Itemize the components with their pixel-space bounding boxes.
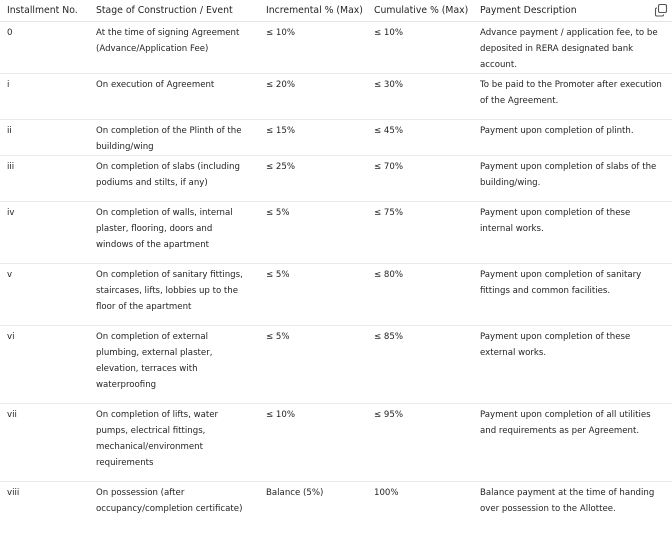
cell-payment-description: Payment upon completion of these internal works. (473, 202, 672, 264)
table-row (0, 326, 672, 404)
cell-stage: On possession (after occupancy/completion certificate) (96, 488, 243, 514)
header-cumulative: Cumulative % (Max) (367, 0, 473, 22)
cell-stage: On execution of Agreement (89, 74, 259, 120)
header-payment-description-label: Payment Description (480, 5, 577, 16)
cell-installment-no: v (0, 264, 89, 326)
table-row (0, 404, 672, 482)
header-payment-description (473, 0, 672, 22)
header-incremental: Incremental % (Max) (259, 0, 367, 22)
cell-stage: On completion of the Plinth of the building/wing (89, 120, 259, 156)
cell-stage: On completion of sanitary fittings, staircases, lifts, lobbies up to the floor of the apartment (89, 264, 259, 326)
copy-icon[interactable] (654, 3, 668, 17)
cell-stage: On completion of external plumbing, external plaster, elevation, terraces with waterproofing (89, 326, 259, 404)
cell-incremental: ≤ 25% (259, 156, 367, 202)
cell-payment-description: Payment upon completion of all utilities and requirements as per Agreement. (473, 404, 672, 482)
cell-cumulative: ≤ 95% (367, 404, 473, 482)
cell-cumulative: ≤ 70% (367, 156, 473, 202)
table-row (0, 22, 672, 74)
cell-cumulative: ≤ 75% (367, 202, 473, 264)
cell-installment-no: vii (0, 404, 89, 482)
cell-installment-no: iv (0, 202, 89, 264)
cell-payment-description: To be paid to the Promoter after execution of the Agreement. (473, 74, 672, 120)
table-row (0, 156, 672, 202)
cell-installment-no: 0 (0, 22, 89, 74)
cell-installment-no: i (0, 74, 89, 120)
cell-installment-no: vi (0, 326, 89, 404)
cell-stage: On completion of walls, internal plaster, flooring, doors and windows of the apartment (89, 202, 259, 264)
cell-incremental: ≤ 5% (259, 264, 367, 326)
cell-incremental: ≤ 15% (259, 120, 367, 156)
cell-payment-description: Balance payment at the time of handing over possession to the Allottee. (480, 488, 655, 514)
table-row (0, 202, 672, 264)
cell-stage: On completion of slabs (including podiums and stilts, if any) (89, 156, 259, 202)
cell-payment-description: Payment upon completion of slabs of the building/wing. (473, 156, 672, 202)
cell-incremental: ≤ 10% (259, 22, 367, 74)
cell-incremental: ≤ 10% (259, 404, 367, 482)
table-row (0, 120, 672, 156)
cell-cumulative: ≤ 30% (367, 74, 473, 120)
header-stage: Stage of Construction / Event (89, 0, 259, 22)
cell-cumulative: ≤ 45% (367, 120, 473, 156)
table-row (0, 482, 672, 526)
header-installment-no: Installment No. (0, 0, 89, 22)
table-row (0, 74, 672, 120)
cell-cumulative: ≤ 80% (367, 264, 473, 326)
table-header (0, 0, 672, 22)
cell-installment-no: iii (0, 156, 89, 202)
cell-incremental: ≤ 5% (259, 326, 367, 404)
cell-payment-description: Payment upon completion of plinth. (473, 120, 672, 156)
cell-payment-description: Payment upon completion of these external works. (473, 326, 672, 404)
cell-cumulative: ≤ 10% (367, 22, 473, 74)
table-row (0, 264, 672, 326)
cell-payment-description: Advance payment / application fee, to be deposited in RERA designated bank account. (473, 22, 672, 74)
header-row (0, 0, 672, 22)
cell-installment-no: viii (7, 488, 20, 498)
cell-cumulative: 100% (374, 488, 399, 498)
cell-incremental: ≤ 20% (259, 74, 367, 120)
cell-incremental: ≤ 5% (259, 202, 367, 264)
cell-cumulative: ≤ 85% (367, 326, 473, 404)
cell-incremental: Balance (5%) (266, 488, 324, 498)
cell-payment-description: Payment upon completion of sanitary fittings and common facilities. (473, 264, 672, 326)
cell-installment-no: ii (0, 120, 89, 156)
cell-stage: At the time of signing Agreement (Advance/Application Fee) (89, 22, 259, 74)
cell-stage: On completion of lifts, water pumps, electrical fittings, mechanical/environment requirements (89, 404, 259, 482)
table-body (0, 22, 672, 526)
